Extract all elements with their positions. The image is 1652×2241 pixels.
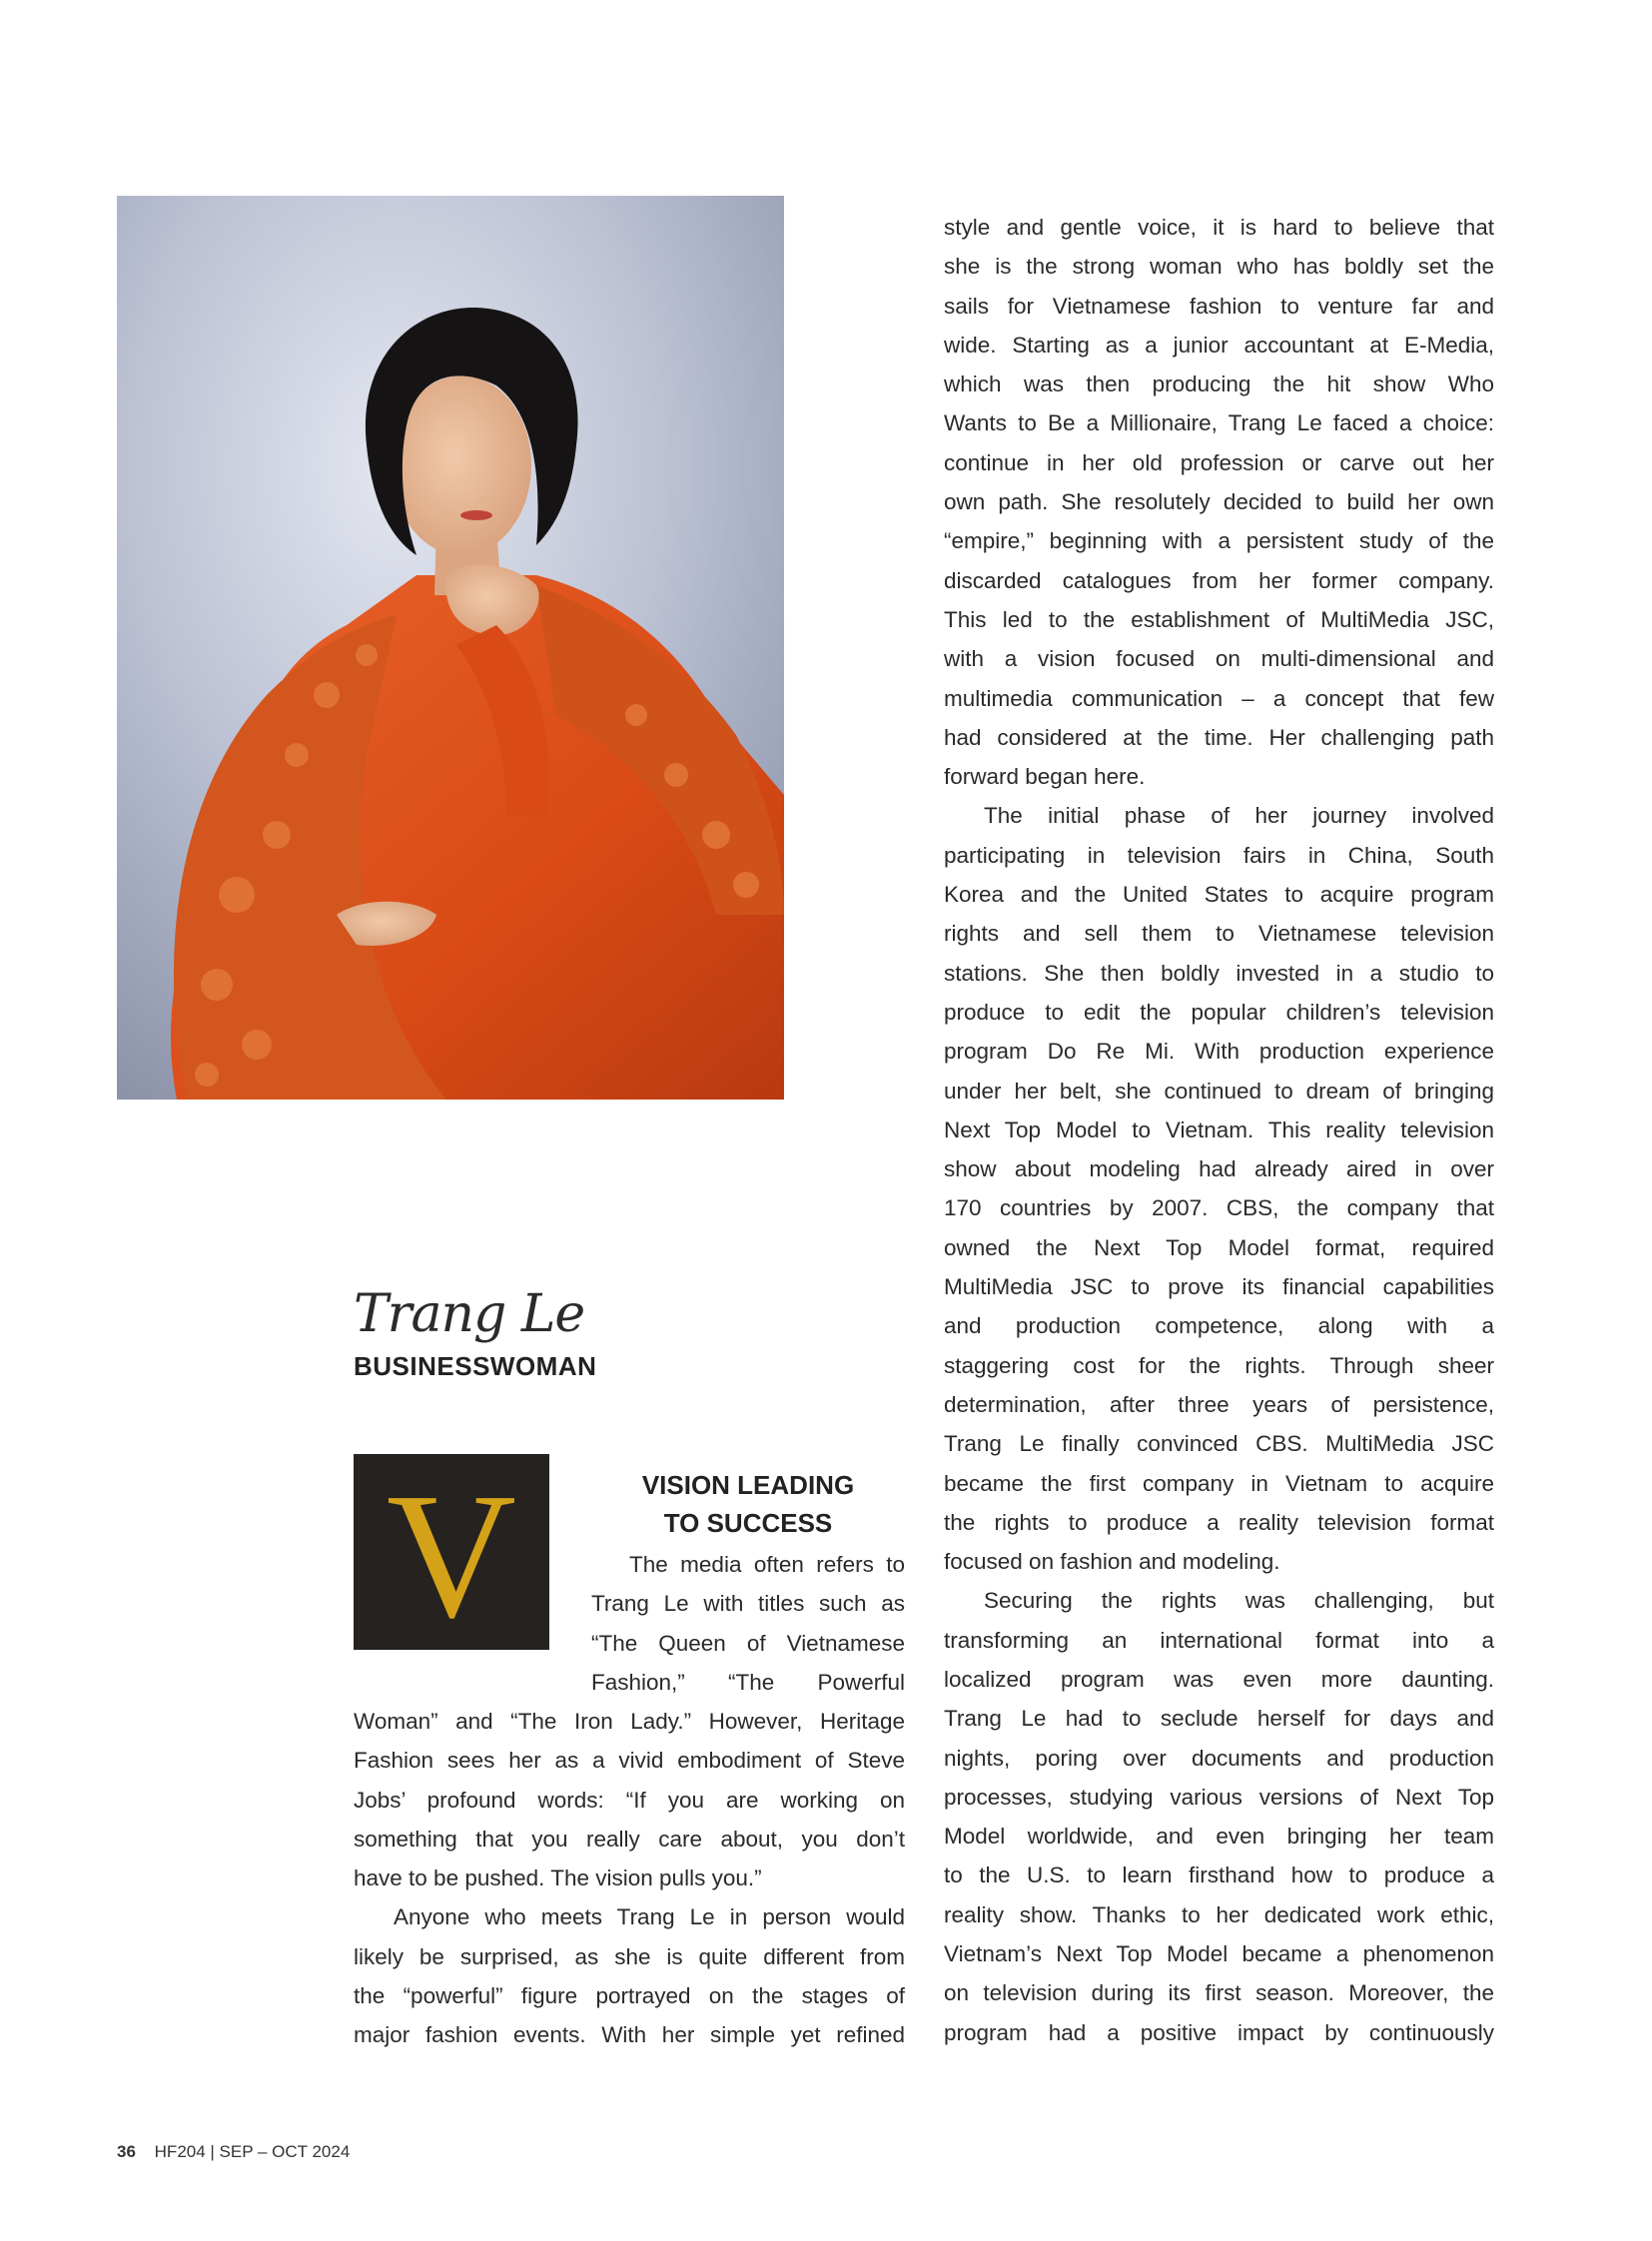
drop-cap [354,1454,549,1655]
text-line: participating in television fairs in China, South [944,842,1494,868]
drop-cap-letter: V [387,1456,516,1655]
text-line: Woman” and “The Iron Lady.” However, Heritage [354,1709,905,1734]
text-line: Trang Le had to seclude herself for days and [944,1706,1494,1732]
text-line: discarded catalogues from her former company. [944,567,1494,593]
text-line: Anyone who meets Trang Le in person would [394,1904,905,1930]
text-line: transforming an international format into a [944,1627,1494,1653]
text-line: “empire,” beginning with a persistent study of the [944,528,1494,554]
text-line: focused on fashion and modeling. [944,1549,1280,1575]
section-heading [589,1466,907,1542]
text-line: “The Queen of Vietnamese [591,1630,905,1656]
text-line: became the first company in Vietnam to acquire [944,1470,1494,1496]
text-line: own path. She resolutely decided to build her own [944,489,1494,515]
text-line: staggering cost for the rights. Through sheer [944,1352,1494,1378]
person-name: Trang Le [354,1284,585,1344]
text-line: which was then producing the hit show Who [944,372,1494,397]
text-line: Jobs’ profound words: “If you are working on [354,1787,905,1813]
text-line: stations. She then boldly invested in a studio to [944,960,1494,986]
issue-info: HF204 | SEP – OCT 2024 [154,2142,351,2161]
text-line: have to be pushed. The vision pulls you.” [354,1866,762,1891]
section-heading-line: TO SUCCESS [663,1508,833,1538]
text-line: to the U.S. to learn firsthand how to produce a [944,1863,1494,1888]
text-line: Trang Le with titles such as [591,1591,905,1617]
text-line: produce to edit the popular children’s television [944,999,1494,1025]
text-line: Model worldwide, and even bringing her team [944,1824,1494,1850]
text-line: program Do Re Mi. With production experience [944,1039,1494,1065]
body-text-column-a-top [591,1545,905,1702]
section-heading-line: VISION LEADING [641,1470,855,1500]
text-line: The initial phase of her journey involved [984,803,1494,829]
text-line: Vietnam’s Next Top Model became a phenomenon [944,1941,1494,1967]
text-line: Fashion sees her as a vivid embodiment of Steve [354,1748,905,1774]
text-line: she is the strong woman who has boldly set the [944,254,1494,280]
text-line: with a vision focused on multi-dimensional and [944,646,1494,672]
text-line: likely be surprised, as she is quite different from [354,1943,905,1969]
text-line: had considered at the time. Her challenging path [944,724,1494,750]
text-line: Next Top Model to Vietnam. This reality television [944,1117,1494,1142]
text-line: owned the Next Top Model format, required [944,1234,1494,1260]
text-line: MultiMedia JSC to prove its financial capabilities [944,1274,1494,1300]
text-line: localized program was even more daunting. [944,1666,1494,1692]
text-line: Fashion,” “The Powerful [591,1669,905,1695]
text-line: nights, poring over documents and production [944,1745,1494,1771]
portrait-illustration [117,196,784,1100]
text-line: reality show. Thanks to her dedicated work ethic, [944,1901,1494,1927]
portrait-photo [117,196,784,1100]
person-role: BUSINESSWOMAN [354,1351,597,1381]
body-text-column-b [944,208,1494,2052]
text-line: Securing the rights was challenging, but [984,1588,1494,1614]
text-line: forward began here. [944,764,1146,790]
text-line: and production competence, along with a [944,1313,1494,1339]
text-line: processes, studying various versions of Next Top [944,1784,1494,1810]
text-line: Trang Le finally convinced CBS. MultiMedia JSC [944,1431,1494,1457]
text-line: This led to the establishment of MultiMedia JSC, [944,606,1494,632]
text-line: rights and sell them to Vietnamese television [944,921,1494,947]
text-line: Korea and the United States to acquire program [944,882,1494,908]
text-line: program had a positive impact by continuously [944,2019,1494,2045]
text-line: sails for Vietnamese fashion to venture far and [944,293,1494,319]
page-number: 36 [117,2142,136,2161]
text-line: something that you really care about, you don’t [354,1826,905,1852]
text-line: show about modeling had already aired in over [944,1156,1494,1182]
text-line: wide. Starting as a junior accountant at E-Media, [944,332,1494,358]
text-line: the rights to produce a reality television format [944,1509,1494,1535]
body-text-column-a [354,1702,905,2055]
text-line: multimedia communication – a concept that few [944,685,1494,711]
text-line: under her belt, she continued to dream of bringing [944,1078,1494,1104]
text-line: 170 countries by 2007. CBS, the company that [944,1195,1494,1221]
text-line: The media often refers to [629,1552,905,1577]
text-line: the “powerful” figure portrayed on the stages of [354,1983,905,2009]
text-line: on television during its first season. Moreover, the [944,1980,1494,2006]
text-line: determination, after three years of persistence, [944,1391,1494,1417]
text-line: continue in her old profession or carve out her [944,449,1494,475]
text-line: style and gentle voice, it is hard to believe that [944,215,1494,240]
text-line: Wants to Be a Millionaire, Trang Le faced a choice: [944,410,1494,436]
page-footer [117,2142,350,2162]
text-line: major fashion events. With her simple yet refined [354,2022,905,2048]
